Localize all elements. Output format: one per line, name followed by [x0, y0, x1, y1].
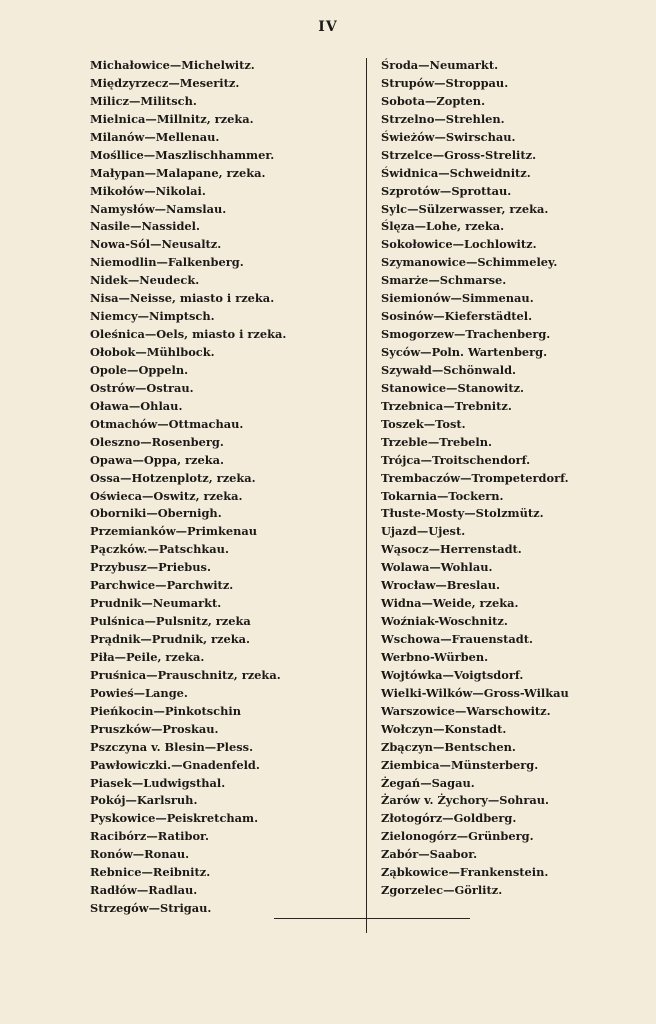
place-name-entry: Mośllice—Maszlischhammer.: [90, 147, 275, 162]
place-name-entry: Sosinów—Kieferstädtel.: [381, 309, 533, 324]
place-name-entry: Żarów v. Żychory—Sohrau.: [381, 793, 549, 808]
place-name-entry: Racibórz—Ratibor.: [90, 829, 209, 844]
place-name-entry: Radłów—Radlau.: [90, 883, 198, 898]
place-name-entry: Sobota—Zopten.: [381, 93, 486, 108]
place-name-entry: Strzegów—Strigau.: [90, 901, 212, 916]
place-name-entry: Michałowice—Michelwitz.: [90, 58, 255, 72]
place-name-entry: Szywałd—Schönwald.: [381, 362, 517, 377]
place-name-entry: Niemcy—Nimptsch.: [90, 309, 215, 324]
place-name-entry: Oleśnica—Oels, miasto i rzeka.: [90, 327, 287, 342]
place-name-entry: Sokołowice—Lochlowitz.: [381, 237, 537, 252]
place-name-entry: Wołczyn—Konstadt.: [381, 721, 507, 736]
place-name-entry: Trembaczów—Trompeterdorf.: [381, 470, 569, 485]
place-name-entry: Opawa—Oppa, rzeka.: [90, 452, 224, 467]
place-name-entry: Pruszków—Proskau.: [90, 721, 219, 736]
place-name-entry: Strupów—Stroppau.: [381, 75, 509, 90]
place-name-entry: Nidek—Neudeck.: [90, 273, 200, 288]
place-name-entry: Ujazd—Ujest.: [381, 524, 466, 539]
place-name-entry: Prudnik—Neumarkt.: [90, 596, 222, 611]
place-name-entry: Wielki-Wilków—Gross-Wilkau: [381, 685, 569, 700]
place-name-entry: Sylc—Sülzerwasser, rzeka.: [381, 201, 549, 216]
right-column-list: [381, 57, 646, 900]
place-name-entry: Otmachów—Ottmachau.: [90, 416, 244, 431]
place-name-entry: Strzelce—Gross-Strelitz.: [381, 147, 537, 162]
place-name-entry: Trzebnica—Trebnitz.: [381, 398, 512, 413]
place-name-entry: Parchwice—Parchwitz.: [90, 578, 234, 593]
place-name-entry: Środa—Neumarkt.: [381, 58, 499, 72]
place-name-entry: Ronów—Ronau.: [90, 847, 190, 862]
place-name-entry: Rebnice—Reibnitz.: [90, 865, 211, 880]
place-name-entry: Tokarnia—Tockern.: [381, 488, 504, 503]
place-name-entry: Opole—Oppeln.: [90, 362, 189, 377]
place-name-entry: Pawłowiczki.—Gnadenfeld.: [90, 757, 260, 772]
place-name-entry: Namysłów—Namslau.: [90, 201, 227, 216]
place-name-entry: Strzelno—Strehlen.: [381, 111, 505, 126]
place-name-entry: Nasile—Nassidel.: [90, 219, 200, 234]
place-name-entry: Wąsocz—Herrenstadt.: [381, 542, 522, 557]
place-name-entry: Piła—Peile, rzeka.: [90, 649, 205, 664]
place-name-entry: Przemianków—Primkenau: [90, 524, 258, 539]
place-name-entry: Widna—Weide, rzeka.: [381, 596, 519, 611]
place-name-entry: Warszowice—Warschowitz.: [381, 703, 551, 718]
place-name-entry: Ślęza—Lohe, rzeka.: [381, 219, 505, 234]
place-name-entry: Oborniki—Obernigh.: [90, 506, 222, 521]
place-name-entry: Milicz—Militsch.: [90, 93, 197, 108]
place-name-entry: Pulśnica—Pulsnitz, rzeka: [90, 614, 251, 629]
place-name-entry: Trójca—Troitschendorf.: [381, 452, 531, 467]
place-name-entry: Zbączyn—Bentschen.: [381, 739, 516, 754]
place-name-entry: Tłuste-Mosty—Stolzmütz.: [381, 506, 544, 521]
place-name-entry: Świeżów—Swirschau.: [381, 129, 516, 144]
place-name-entry: Ołobok—Mühlbock.: [90, 345, 215, 359]
place-name-entry: Ząbkowice—Frankenstein.: [381, 865, 549, 880]
place-name-entry: Siemionów—Simmenau.: [381, 291, 534, 306]
place-name-entry: Przybusz—Priebus.: [90, 560, 211, 575]
place-name-entry: Syców—Poln. Wartenberg.: [381, 345, 548, 359]
place-name-entry: Świdnica—Schweidnitz.: [381, 165, 531, 180]
place-name-entry: Małypan—Malapane, rzeka.: [90, 165, 266, 180]
left-column-list: [90, 57, 355, 918]
place-name-entry: Szymanowice—Schimmeley.: [381, 255, 558, 270]
place-name-entry: Żegań—Sagau.: [381, 775, 475, 790]
place-name-entry: Milanów—Mellenau.: [90, 129, 220, 144]
place-name-entry: Wolawa—Wohlau.: [381, 560, 493, 575]
place-name-entry: Zielonogórz—Grünberg.: [381, 829, 534, 844]
place-name-entry: Zgorzelec—Görlitz.: [381, 883, 503, 898]
column-divider: [366, 58, 367, 933]
place-name-entry: Nisa—Neisse, miasto i rzeka.: [90, 291, 275, 306]
place-name-entry: Oława—Ohlau.: [90, 398, 183, 413]
place-name-entry: Smarże—Schmarse.: [381, 273, 507, 288]
place-name-entry: Mielnica—Millnitz, rzeka.: [90, 111, 254, 126]
place-name-entry: Woźniak-Woschnitz.: [381, 614, 508, 629]
place-name-entry: Powieś—Lange.: [90, 685, 188, 700]
place-name-entry: Toszek—Tost.: [381, 416, 466, 431]
place-name-entry: Ziembica—Münsterberg.: [381, 757, 539, 772]
place-name-entry: Wrocław—Breslau.: [381, 578, 501, 593]
place-name-entry: Wschowa—Frauenstadt.: [381, 632, 533, 646]
place-name-entry: Szprotów—Sprottau.: [381, 183, 512, 198]
bottom-rule: [274, 918, 470, 919]
place-name-entry: Smogorzew—Trachenberg.: [381, 327, 551, 342]
place-name-entry: Pączków.—Patschkau.: [90, 542, 229, 557]
place-name-entry: Prądnik—Prudnik, rzeka.: [90, 632, 251, 646]
place-name-entry: Piasek—Ludwigsthal.: [90, 775, 226, 790]
place-name-entry: Pszczyna v. Blesin—Pless.: [90, 739, 254, 754]
page-number: IV: [318, 19, 338, 35]
place-name-entry: Złotogórz—Goldberg.: [381, 811, 517, 826]
place-name-entry: Ossa—Hotzenplotz, rzeka.: [90, 470, 256, 485]
place-name-entry: Stanowice—Stanowitz.: [381, 380, 525, 395]
place-name-entry: Wojtówka—Voigtsdorf.: [381, 667, 524, 682]
place-name-entry: Międzyrzecz—Meseritz.: [90, 75, 240, 90]
place-name-entry: Pieńkocin—Pinkotschin: [90, 703, 242, 718]
place-name-entry: Werbno-Würben.: [381, 649, 489, 664]
place-name-entry: Trzeble—Trebeln.: [381, 434, 492, 449]
place-name-entry: Niemodlin—Falkenberg.: [90, 255, 244, 270]
place-name-entry: Zabór—Saabor.: [381, 847, 478, 862]
place-name-entry: Oleszno—Rosenberg.: [90, 434, 224, 449]
place-name-entry: Pokój—Karlsruh.: [90, 793, 198, 808]
place-name-entry: Ostrów—Ostrau.: [90, 380, 194, 395]
place-name-entry: Nowa-Sól—Neusaltz.: [90, 237, 222, 252]
place-name-entry: Pruśnica—Prauschnitz, rzeka.: [90, 667, 281, 682]
place-name-entry: Mikołów—Nikolai.: [90, 183, 206, 198]
place-name-entry: Oświeca—Oswitz, rzeka.: [90, 488, 243, 503]
place-name-entry: Pyskowice—Peiskretcham.: [90, 811, 259, 826]
